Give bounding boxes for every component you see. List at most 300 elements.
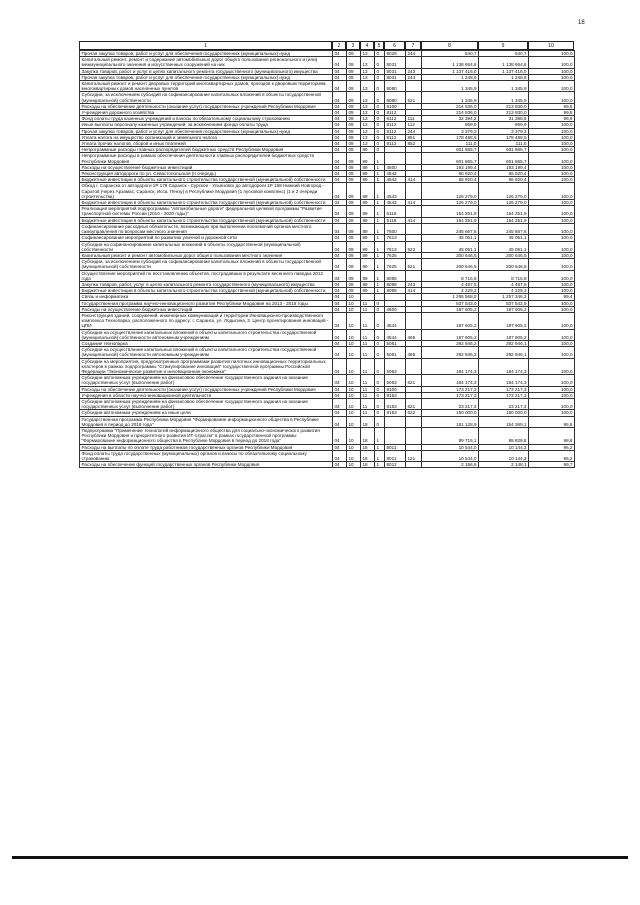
column-header-6: 6 bbox=[384, 41, 405, 50]
row-percent: 100,0 bbox=[529, 252, 575, 258]
row-subprogram: 0 bbox=[375, 306, 385, 312]
row-plan-amount: 187 605,2 bbox=[422, 312, 479, 329]
row-actual-amount: 4 229,3 bbox=[479, 288, 529, 294]
row-target bbox=[385, 153, 406, 164]
row-name: Обход г. Саранска от автодороги 1Р 178 Саранск - Сурское - Ульяновск до автодороги 1Р 158 Нижний Новгород - Саратов (через Арзамас, Саранск, Исса, Пензу) в Республике Мордовия (1 пусковой комплекс) (1 и 2 очереди строительства) bbox=[80, 183, 333, 200]
row-section: 09 bbox=[347, 74, 361, 80]
row-percent: 100,0 bbox=[529, 358, 575, 375]
row-ministry: 04 bbox=[333, 392, 347, 398]
row-actual-amount: 154 251,9 bbox=[479, 217, 529, 223]
row-section: 10 bbox=[347, 444, 361, 450]
row-name: Связь и информатика bbox=[80, 294, 333, 300]
row-actual-amount: 540,7 bbox=[479, 51, 529, 57]
row-name: Осуществление мероприятий по восстановлению объектов, пострадавших в результате весеннего паводка 2012 года bbox=[80, 270, 333, 281]
row-ministry: 04 bbox=[333, 134, 347, 140]
row-percent: 100,0 bbox=[529, 259, 575, 270]
row-plan-amount: 154 251,9 bbox=[422, 217, 479, 223]
row-actual-amount: 10 144,3 bbox=[479, 450, 529, 461]
row-actual-amount: 154 251,9 bbox=[479, 206, 529, 217]
row-ministry: 04 bbox=[333, 241, 347, 252]
table-row bbox=[80, 428, 575, 445]
row-expense-type bbox=[406, 57, 422, 68]
row-actual-amount: 178 488,5 bbox=[479, 134, 529, 140]
row-subprogram: 0 bbox=[375, 110, 385, 116]
row-target: 5118 bbox=[385, 217, 406, 223]
row-actual-amount: 1 138 664,6 bbox=[479, 57, 529, 68]
row-target: 8112 bbox=[385, 134, 406, 140]
row-target: 8031 bbox=[385, 74, 406, 80]
row-name: Расходы на обеспечение деятельности (оказание услуг) государственных учреждений Республики Мордовия bbox=[80, 386, 333, 392]
row-program: 13 bbox=[361, 116, 375, 122]
row-plan-amount: 4 487,5 bbox=[422, 281, 479, 287]
row-actual-amount: 200 646,5 bbox=[479, 259, 529, 270]
row-subprogram: 0 bbox=[375, 128, 385, 134]
row-percent: 100,0 bbox=[529, 81, 575, 92]
row-name: Расходы на обеспечение деятельности (оказание услуг) государственных учреждений Республики Мордовия bbox=[80, 103, 333, 109]
row-name: Учреждения в области научно-инновационной деятельности bbox=[80, 392, 333, 398]
row-ministry: 04 bbox=[333, 312, 347, 329]
row-target: 8098 bbox=[385, 281, 406, 287]
row-subprogram: 1 bbox=[375, 288, 385, 294]
row-program: 11 bbox=[361, 410, 375, 416]
row-actual-amount: 213 930,0 bbox=[479, 103, 529, 109]
row-name: Бюджетные инвестиции в объекты капитального строительства государственной (муниципальной) собственности bbox=[80, 200, 333, 206]
row-name: Государственная программа научно-инновационного развития Республики Мордовия на 2013 - 2018 годы bbox=[80, 300, 333, 306]
column-header-9: 9 bbox=[478, 41, 528, 50]
row-program: 13 bbox=[361, 134, 375, 140]
row-name: Фонд оплаты труда казенных учреждений и взносы по обязательному социальному страхованию bbox=[80, 116, 333, 122]
row-subprogram: 0 bbox=[375, 416, 385, 427]
row-program: 11 bbox=[361, 306, 375, 312]
row-program: 89 bbox=[361, 177, 375, 183]
table-row bbox=[80, 153, 575, 164]
row-actual-amount: 184 174,3 bbox=[479, 358, 529, 375]
row-name: Расходы на выплаты по оплате труда работников государственных органов Республики Мордовия bbox=[80, 444, 333, 450]
row-plan-amount: 23 217,3 bbox=[422, 398, 479, 409]
row-percent: 99,4 bbox=[529, 294, 575, 300]
row-section: 09 bbox=[347, 51, 361, 57]
row-section: 09 bbox=[347, 147, 361, 153]
row-subprogram: 0 bbox=[375, 141, 385, 147]
row-target: 8031 bbox=[385, 68, 406, 74]
row-ministry: 04 bbox=[333, 206, 347, 217]
row-program: 89 bbox=[361, 235, 375, 241]
row-program: 13 bbox=[361, 74, 375, 80]
row-ministry: 04 bbox=[333, 128, 347, 134]
row-section: 10 bbox=[347, 428, 361, 445]
row-target: 8153 bbox=[385, 392, 406, 398]
table-row bbox=[80, 347, 575, 358]
row-target: 5063 bbox=[385, 358, 406, 375]
row-percent: 100,0 bbox=[529, 68, 575, 74]
row-subprogram: 0 bbox=[375, 347, 385, 358]
row-target: 8100 bbox=[385, 386, 406, 392]
row-plan-amount: 1 265 568,0 bbox=[422, 294, 479, 300]
row-percent: 100,0 bbox=[529, 134, 575, 140]
row-expense-type: 414 bbox=[406, 177, 422, 183]
row-plan-amount: 66 920,4 bbox=[422, 171, 479, 177]
row-name: Непрограммные расходы в рамках обеспечения деятельности главных распорядителей бюджетных средств Республики Мордовия bbox=[80, 153, 333, 164]
row-program: 11 bbox=[361, 340, 375, 346]
row-program: 18 bbox=[361, 428, 375, 445]
row-target: 4542 bbox=[385, 177, 406, 183]
row-ministry: 04 bbox=[333, 153, 347, 164]
row-subprogram: 1 bbox=[375, 241, 385, 252]
row-plan-amount: 292 946,2 bbox=[422, 347, 479, 358]
row-target: 8153 bbox=[385, 398, 406, 409]
row-program: 89 bbox=[361, 200, 375, 206]
row-expense-type bbox=[406, 206, 422, 217]
row-actual-amount: 150 000,0 bbox=[479, 410, 529, 416]
row-section: 09 bbox=[347, 270, 361, 281]
table-row bbox=[80, 329, 575, 340]
row-ministry: 04 bbox=[333, 200, 347, 206]
row-name: Расходы на осуществление бюджетных инвестиций bbox=[80, 306, 333, 312]
row-actual-amount: 23 217,3 bbox=[479, 398, 529, 409]
row-expense-type: 244 bbox=[406, 74, 422, 80]
row-expense-type bbox=[406, 312, 422, 329]
row-target: 8011 bbox=[385, 450, 406, 461]
row-ministry: 04 bbox=[333, 141, 347, 147]
row-section: 09 bbox=[347, 281, 361, 287]
row-section: 09 bbox=[347, 164, 361, 170]
row-ministry: 04 bbox=[333, 270, 347, 281]
row-name: Бюджетные инвестиции в объекты капитального строительства государственной (муниципальной) собственности bbox=[80, 177, 333, 183]
row-plan-amount: 66 920,4 bbox=[422, 177, 479, 183]
row-ministry: 04 bbox=[333, 92, 347, 103]
row-target: 4543 bbox=[385, 200, 406, 206]
row-program: 13 bbox=[361, 128, 375, 134]
row-actual-amount: 1 248,6 bbox=[479, 74, 529, 80]
row-percent: 100,0 bbox=[529, 281, 575, 287]
row-subprogram: 0 bbox=[375, 410, 385, 416]
row-name: Закупка товаров, работ, услуг в целях капитального ремонта государственного (муниципального) имущества bbox=[80, 281, 333, 287]
row-actual-amount: 126 279,0 bbox=[479, 200, 529, 206]
row-section: 09 bbox=[347, 259, 361, 270]
row-expense-type: 851 bbox=[406, 134, 422, 140]
table-row bbox=[80, 462, 575, 468]
row-name: Расходы на осуществление бюджетных инвестиций bbox=[80, 164, 333, 170]
table-row bbox=[80, 312, 575, 329]
row-subprogram: 1 bbox=[375, 444, 385, 450]
row-actual-amount: 111,0 bbox=[479, 141, 529, 147]
column-header-2: 2 bbox=[332, 41, 346, 50]
row-name: Непрограммные расходы главных распорядителей бюджетных средств Республики Мордовия bbox=[80, 147, 333, 153]
row-subprogram: 1 bbox=[375, 153, 385, 164]
row-ministry: 04 bbox=[333, 116, 347, 122]
row-percent: 100,0 bbox=[529, 92, 575, 103]
row-subprogram: 0 bbox=[375, 358, 385, 375]
column-header-5: 5 bbox=[374, 41, 384, 50]
row-ministry: 04 bbox=[333, 386, 347, 392]
row-subprogram: 0 bbox=[375, 51, 385, 57]
row-expense-type: 622 bbox=[406, 410, 422, 416]
row-section: 10 bbox=[347, 312, 361, 329]
row-program: 89 bbox=[361, 217, 375, 223]
row-subprogram: 1 bbox=[375, 462, 385, 468]
row-section: 09 bbox=[347, 200, 361, 206]
row-name: Прочая закупка товаров, работ и услуг для обеспечения государственных (муниципальных) нужд bbox=[80, 128, 333, 134]
row-actual-amount: 3 379,3 bbox=[479, 128, 529, 134]
table-row bbox=[80, 398, 575, 409]
row-actual-amount: 292 946,1 bbox=[479, 340, 529, 346]
column-header-8: 8 bbox=[421, 41, 478, 50]
row-actual-amount: 187 605,2 bbox=[479, 306, 529, 312]
row-subprogram: 1 bbox=[375, 177, 385, 183]
row-section: 09 bbox=[347, 252, 361, 258]
row-subprogram: 0 bbox=[375, 340, 385, 346]
row-program: 13 bbox=[361, 141, 375, 147]
row-expense-type: 465 bbox=[406, 329, 422, 340]
row-percent: 100,0 bbox=[529, 217, 575, 223]
row-expense-type bbox=[406, 462, 422, 468]
row-name: Капитальный ремонт и ремонт автомобильных дорог общего пользования местного значения bbox=[80, 252, 333, 258]
table-row bbox=[80, 183, 575, 200]
row-subprogram: 0 bbox=[375, 300, 385, 306]
row-subprogram: 0 bbox=[375, 134, 385, 140]
row-expense-type: 112 bbox=[406, 122, 422, 128]
row-plan-amount: 187 605,2 bbox=[422, 329, 479, 340]
row-section: 09 bbox=[347, 92, 361, 103]
row-plan-amount: 32 394,2 bbox=[422, 116, 479, 122]
row-section: 10 bbox=[347, 306, 361, 312]
row-expense-type bbox=[406, 428, 422, 445]
row-target bbox=[385, 416, 406, 427]
row-ministry: 04 bbox=[333, 81, 347, 92]
row-target: 4543 bbox=[385, 183, 406, 200]
row-plan-amount: 2 156,5 bbox=[422, 462, 479, 468]
row-program: 89 bbox=[361, 153, 375, 164]
row-actual-amount: 245 667,6 bbox=[479, 223, 529, 234]
row-name: Субсидии на софинансирование капитальных вложений в объекты государственной (муниципальной) собственности bbox=[80, 241, 333, 252]
row-expense-type bbox=[406, 270, 422, 281]
row-section: 09 bbox=[347, 103, 361, 109]
row-plan-amount: 173 217,3 bbox=[422, 386, 479, 392]
table-row bbox=[80, 259, 575, 270]
row-expense-type: 414 bbox=[406, 200, 422, 206]
table-row bbox=[80, 92, 575, 103]
row-subprogram: 0 bbox=[375, 116, 385, 122]
page-bottom-rule bbox=[12, 856, 628, 859]
row-plan-amount: 601 865,7 bbox=[422, 147, 479, 153]
row-plan-amount: 45 051,1 bbox=[422, 235, 479, 241]
row-ministry: 04 bbox=[333, 57, 347, 68]
row-ministry: 04 bbox=[333, 416, 347, 427]
row-actual-amount: 187 605,2 bbox=[479, 329, 529, 340]
row-actual-amount: 45 051,1 bbox=[479, 241, 529, 252]
row-name: Субсидии на осуществление капитальных вложений в объекты капитального строительства государственной (муниципальной) собственности автономным учреждениям bbox=[80, 329, 333, 340]
row-expense-type: 243 bbox=[406, 281, 422, 287]
row-name: Реконструкция автодороги по ул. Севастопольская (II очередь) bbox=[80, 171, 333, 177]
row-ministry: 04 bbox=[333, 375, 347, 386]
row-actual-amount: 200 646,5 bbox=[479, 252, 529, 258]
row-target: 7600 bbox=[385, 223, 406, 234]
row-target: 4544 bbox=[385, 312, 406, 329]
row-program: 13 bbox=[361, 51, 375, 57]
row-section: 09 bbox=[347, 153, 361, 164]
row-plan-amount: 1 248,6 bbox=[422, 74, 479, 80]
row-actual-amount: 292 946,1 bbox=[479, 347, 529, 358]
row-program: 89 bbox=[361, 147, 375, 153]
row-ministry: 04 bbox=[333, 347, 347, 358]
table-row bbox=[80, 375, 575, 386]
row-percent: 100,0 bbox=[529, 375, 575, 386]
row-target: 7625 bbox=[385, 259, 406, 270]
row-percent: 100,0 bbox=[529, 171, 575, 177]
row-percent: 100,0 bbox=[529, 347, 575, 358]
row-ministry: 04 bbox=[333, 306, 347, 312]
row-actual-amount: 187 605,2 bbox=[479, 312, 529, 329]
table-row bbox=[80, 358, 575, 375]
row-name: Государственная программа Республики Мордовия "Формирование информационного общества в Республике Мордовия в период до 2018 года" bbox=[80, 416, 333, 427]
row-target: 8112 bbox=[385, 122, 406, 128]
column-header-3: 3 bbox=[346, 41, 360, 50]
row-actual-amount: 1 345,9 bbox=[479, 81, 529, 92]
row-ministry: 04 bbox=[333, 428, 347, 445]
row-actual-amount: 193 199,4 bbox=[479, 164, 529, 170]
row-ministry: 04 bbox=[333, 164, 347, 170]
row-program: 18 bbox=[361, 416, 375, 427]
row-program: 89 bbox=[361, 183, 375, 200]
budget-table bbox=[79, 50, 575, 468]
row-program: 89 bbox=[361, 171, 375, 177]
row-name: Иные выплаты персоналу казенных учреждений, за исключением фонда оплаты труда bbox=[80, 122, 333, 128]
row-ministry: 04 bbox=[333, 103, 347, 109]
row-target: 8112 bbox=[385, 110, 406, 116]
row-section: 09 bbox=[347, 57, 361, 68]
row-target: 8080 bbox=[385, 92, 406, 103]
row-name: Прочая закупка товаров, работ и услуг для обеспечения государственных (муниципальных) нужд bbox=[80, 74, 333, 80]
row-percent: 100,0 bbox=[529, 164, 575, 170]
row-section: 09 bbox=[347, 288, 361, 294]
row-section: 09 bbox=[347, 134, 361, 140]
table-row bbox=[80, 270, 575, 281]
row-target: 8080 bbox=[385, 81, 406, 92]
row-ministry: 04 bbox=[333, 340, 347, 346]
row-subprogram: 0 bbox=[375, 329, 385, 340]
row-plan-amount: 540,7 bbox=[422, 51, 479, 57]
row-expense-type: 522 bbox=[406, 241, 422, 252]
row-percent: 100,0 bbox=[529, 235, 575, 241]
row-name: Бюджетные инвестиции в объекты капитального строительства государственной (муниципальной) собственности bbox=[80, 288, 333, 294]
row-plan-amount: 184 174,3 bbox=[422, 358, 479, 375]
row-name: Софинансирование расходных обязательств, возникающих при выполнении полномочий органов местного самоуправления по вопросам местного значения bbox=[80, 223, 333, 234]
row-name: Капитальный ремонт, ремонт и содержание автомобильных дорог общего пользования регионального и (или) межмуниципального значения и искусственных сооружений на них bbox=[80, 57, 333, 68]
row-plan-amount: 193 199,4 bbox=[422, 164, 479, 170]
row-program: 11 bbox=[361, 347, 375, 358]
row-section: 09 bbox=[347, 141, 361, 147]
row-section: 09 bbox=[347, 171, 361, 177]
row-ministry: 04 bbox=[333, 450, 347, 461]
row-program: 13 bbox=[361, 92, 375, 103]
row-target bbox=[385, 428, 406, 445]
row-expense-type bbox=[406, 358, 422, 375]
row-section: 09 bbox=[347, 241, 361, 252]
row-program: 13 bbox=[361, 110, 375, 116]
row-ministry: 04 bbox=[333, 288, 347, 294]
row-subprogram: 0 bbox=[375, 375, 385, 386]
row-name: Субсидии автономным учреждениям на финансовое обеспечение государственного задания на оказание государственных услуг (выполнение работ) bbox=[80, 375, 333, 386]
row-program: 11 bbox=[361, 392, 375, 398]
row-percent: 96,9 bbox=[529, 116, 575, 122]
row-ministry: 04 bbox=[333, 51, 347, 57]
row-actual-amount: 837 542,9 bbox=[479, 300, 529, 306]
row-target: 5061 bbox=[385, 347, 406, 358]
row-name: Создание технопарка bbox=[80, 340, 333, 346]
row-percent: 96,2 bbox=[529, 444, 575, 450]
row-percent: 100,0 bbox=[529, 141, 575, 147]
row-actual-amount: 45 051,1 bbox=[479, 235, 529, 241]
row-name: Капитальный ремонт и ремонт дворовых территорий многоквартирных домов, проездов к дворовым территориям многоквартирных домов населенных пунктов bbox=[80, 81, 333, 92]
row-plan-amount: 173 217,3 bbox=[422, 392, 479, 398]
row-expense-type: 521 bbox=[406, 92, 422, 103]
table-row bbox=[80, 416, 575, 427]
row-ministry: 04 bbox=[333, 223, 347, 234]
row-ministry: 04 bbox=[333, 235, 347, 241]
row-name: Субсидии, за исключением субсидий на софинансирование капитальных вложений в объекты государственной (муниципальной) собственности bbox=[80, 92, 333, 103]
row-program: 89 bbox=[361, 241, 375, 252]
row-ministry: 04 bbox=[333, 171, 347, 177]
row-percent: 100,0 bbox=[529, 200, 575, 206]
row-ministry: 04 bbox=[333, 281, 347, 287]
row-percent: 100,0 bbox=[529, 340, 575, 346]
row-expense-type: 121 bbox=[406, 450, 422, 461]
row-ministry: 04 bbox=[333, 68, 347, 74]
row-percent: 100,0 bbox=[529, 223, 575, 234]
row-actual-amount: 173 217,3 bbox=[479, 386, 529, 392]
table-row bbox=[80, 450, 575, 461]
row-percent: 100,0 bbox=[529, 329, 575, 340]
row-subprogram: 0 bbox=[375, 122, 385, 128]
row-program: 89 bbox=[361, 164, 375, 170]
row-subprogram: 1 bbox=[375, 164, 385, 170]
row-target: 8153 bbox=[385, 410, 406, 416]
row-actual-amount: 2 148,1 bbox=[479, 462, 529, 468]
row-subprogram: 0 bbox=[375, 68, 385, 74]
row-plan-amount: 245 667,6 bbox=[422, 223, 479, 234]
column-header-7: 7 bbox=[405, 41, 421, 50]
row-subprogram: 1 bbox=[375, 217, 385, 223]
row-plan-amount: 214 936,0 bbox=[422, 103, 479, 109]
row-plan-amount: 200 646,5 bbox=[422, 259, 479, 270]
row-ministry: 04 bbox=[333, 147, 347, 153]
row-subprogram: 1 bbox=[375, 235, 385, 241]
row-subprogram: 1 bbox=[375, 252, 385, 258]
row-subprogram: 0 bbox=[375, 398, 385, 409]
row-program: 11 bbox=[361, 386, 375, 392]
row-expense-type: 414 bbox=[406, 217, 422, 223]
row-expense-type: 244 bbox=[406, 51, 422, 57]
row-program: 11 bbox=[361, 300, 375, 306]
row-name: Прочая закупка товаров, работ и услуг для обеспечения государственных (муниципальных) нужд bbox=[80, 51, 333, 57]
row-section: 10 bbox=[347, 410, 361, 416]
row-expense-type: 244 bbox=[406, 128, 422, 134]
row-percent: 98,8 bbox=[529, 428, 575, 445]
row-expense-type: 111 bbox=[406, 116, 422, 122]
row-target: 5063 bbox=[385, 375, 406, 386]
row-subprogram: 0 bbox=[375, 312, 385, 329]
row-percent: 100,0 bbox=[529, 147, 575, 153]
row-percent: 100,0 bbox=[529, 183, 575, 200]
row-name: Подпрограмма "Применение технологий информационного общества для социально-экономического развития Республики Мордовия и приоритетного развития ИТ-отрасли" в рамках государственной программы "Формирование информационного общества в Республике Мордовия в период до 2018 года" bbox=[80, 428, 333, 445]
row-subprogram: 1 bbox=[375, 259, 385, 270]
row-actual-amount: 184 174,3 bbox=[479, 375, 529, 386]
row-plan-amount: 187 605,2 bbox=[422, 306, 479, 312]
row-plan-amount: 178 488,6 bbox=[422, 134, 479, 140]
row-actual-amount: 31 388,8 bbox=[479, 116, 529, 122]
row-plan-amount: 4 229,3 bbox=[422, 288, 479, 294]
row-program: 89 bbox=[361, 206, 375, 217]
